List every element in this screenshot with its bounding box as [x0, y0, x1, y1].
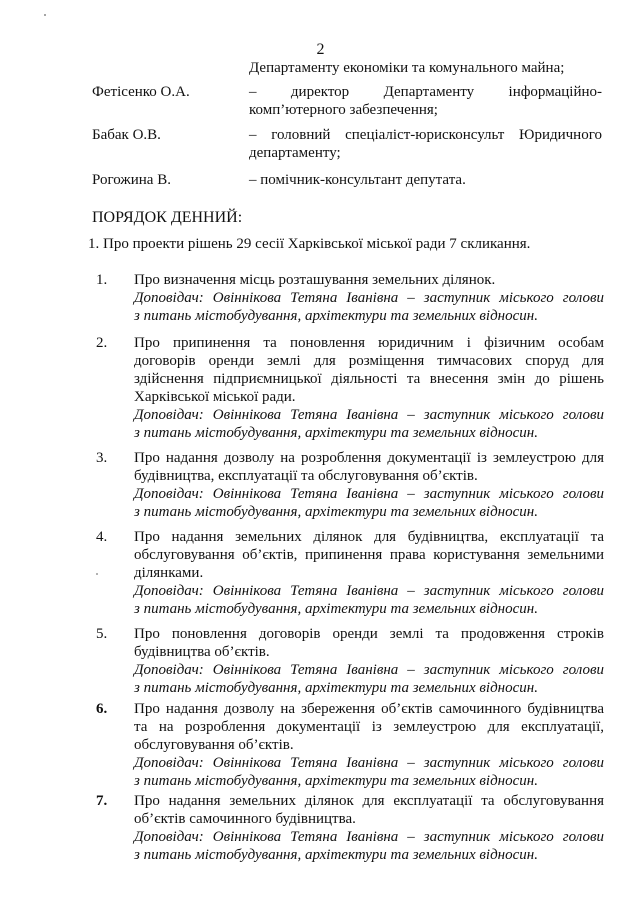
- agenda-item-line: будівництва об’єктів.: [134, 644, 270, 660]
- agenda-item-speaker: Доповідач: Овіннікова Тетяна Іванівна – заступник міського голови: [134, 829, 604, 845]
- agenda-item-number: 3.: [96, 450, 108, 466]
- agenda-item-line: здійснення підприємницької діяльності та внесення змін до рішень: [134, 371, 604, 387]
- agenda-item-speaker: Доповідач: Овіннікова Тетяна Іванівна – заступник міського голови: [134, 583, 604, 599]
- agenda-item-line: Про надання земельних ділянок для будівництва, експлуатації та: [134, 529, 604, 545]
- agenda-item-line: об’єктів самочинного будівництва.: [134, 811, 356, 827]
- attendee-role-line: – головний спеціаліст-юрисконсульт Юридичного: [249, 127, 602, 143]
- agenda-item-speaker-detail: з питань містобудування, архітектури та земельних відносин.: [134, 847, 538, 863]
- agenda-item-line: Про надання земельних ділянок для експлуатації та обслуговування: [134, 793, 604, 809]
- agenda-item-line: Про поновлення договорів оренди землі та продовження строків: [134, 626, 604, 642]
- attendee-role-line: департаменту;: [249, 145, 341, 161]
- agenda-item-body: [134, 449, 604, 521]
- agenda-intro: 1. Про проекти рішень 29 сесії Харківської міської ради 7 скликання.: [88, 236, 531, 252]
- agenda-item-body: [134, 700, 604, 790]
- agenda-item-line: обслуговування об’єктів, припинення права користування земельними: [134, 547, 604, 563]
- agenda-item-line: ділянками.: [134, 565, 204, 581]
- attendee-role-line: комп’ютерного забезпечення;: [249, 102, 438, 118]
- agenda-item-speaker-detail: з питань містобудування, архітектури та земельних відносин.: [134, 425, 538, 441]
- scan-speck: [96, 573, 98, 575]
- agenda-item-number: 2.: [96, 335, 108, 351]
- agenda-item-speaker: Доповідач: Овіннікова Тетяна Іванівна – заступник міського голови: [134, 407, 604, 423]
- agenda-item-body: [134, 271, 604, 325]
- agenda-item-body: [134, 334, 604, 442]
- agenda-item-line: Харківської міської ради.: [134, 389, 296, 405]
- agenda-item-speaker-detail: з питань містобудування, архітектури та земельних відносин.: [134, 680, 538, 696]
- agenda-item-number: 1.: [96, 272, 108, 288]
- agenda-item-speaker: Доповідач: Овіннікова Тетяна Іванівна – заступник міського голови: [134, 290, 604, 306]
- agenda-item-body: [134, 792, 604, 864]
- attendee-name: Бабак О.В.: [92, 127, 161, 143]
- agenda-item-body: [134, 625, 604, 697]
- agenda-item-line: договорів оренди землі для розміщення тимчасових споруд для: [134, 353, 604, 369]
- agenda-item-speaker-detail: з питань містобудування, архітектури та земельних відносин.: [134, 308, 538, 324]
- agenda-item-speaker: Доповідач: Овіннікова Тетяна Іванівна – заступник міського голови: [134, 662, 604, 678]
- agenda-item-speaker-detail: з питань містобудування, архітектури та земельних відносин.: [134, 601, 538, 617]
- agenda-item-line: обслуговування об’єктів.: [134, 737, 294, 753]
- agenda-item-number: 5.: [96, 626, 108, 642]
- agenda-item-speaker: Доповідач: Овіннікова Тетяна Іванівна – заступник міського голови: [134, 486, 604, 502]
- attendee-role: [249, 171, 602, 189]
- agenda-item-number: 4.: [96, 529, 108, 545]
- scan-speck: [44, 14, 46, 16]
- agenda-item-speaker: Доповідач: Овіннікова Тетяна Іванівна – заступник міського голови: [134, 755, 604, 771]
- attendee-name: Рогожина В.: [92, 172, 171, 188]
- attendee-role: [249, 83, 602, 119]
- agenda-item-line: Про надання дозволу на розроблення документації із землеустрою для: [134, 450, 604, 466]
- agenda-item-line: та на розроблення документації із землеустрою для експлуатації,: [134, 719, 604, 735]
- attendee-role: [249, 126, 602, 162]
- agenda-item-line: Про припинення та поновлення юридичним і фізичним особам: [134, 335, 604, 351]
- agenda-item-line: будівництва, експлуатації та обслуговування об’єктів.: [134, 468, 478, 484]
- attendee-role-line: – помічник-консультант депутата.: [249, 172, 466, 188]
- agenda-item-number: 7.: [96, 793, 108, 809]
- agenda-item-body: [134, 528, 604, 618]
- agenda-item-speaker-detail: з питань містобудування, архітектури та земельних відносин.: [134, 773, 538, 789]
- agenda-item-line: Про визначення місць розташування земельних ділянок.: [134, 272, 496, 288]
- agenda-item-number: 6.: [96, 701, 108, 717]
- header-continuation: Департаменту економіки та комунального майна;: [249, 60, 565, 76]
- attendee-role-line: – директор Департаменту інформаційно-: [249, 84, 602, 100]
- agenda-item-speaker-detail: з питань містобудування, архітектури та земельних відносин.: [134, 504, 538, 520]
- agenda-item-line: Про надання дозволу на збереження об’єктів самочинного будівництва: [134, 701, 604, 717]
- page-number: 2: [316, 41, 325, 58]
- attendee-name: Фетісенко О.А.: [92, 84, 190, 100]
- agenda-title: ПОРЯДОК ДЕННИЙ:: [92, 209, 243, 226]
